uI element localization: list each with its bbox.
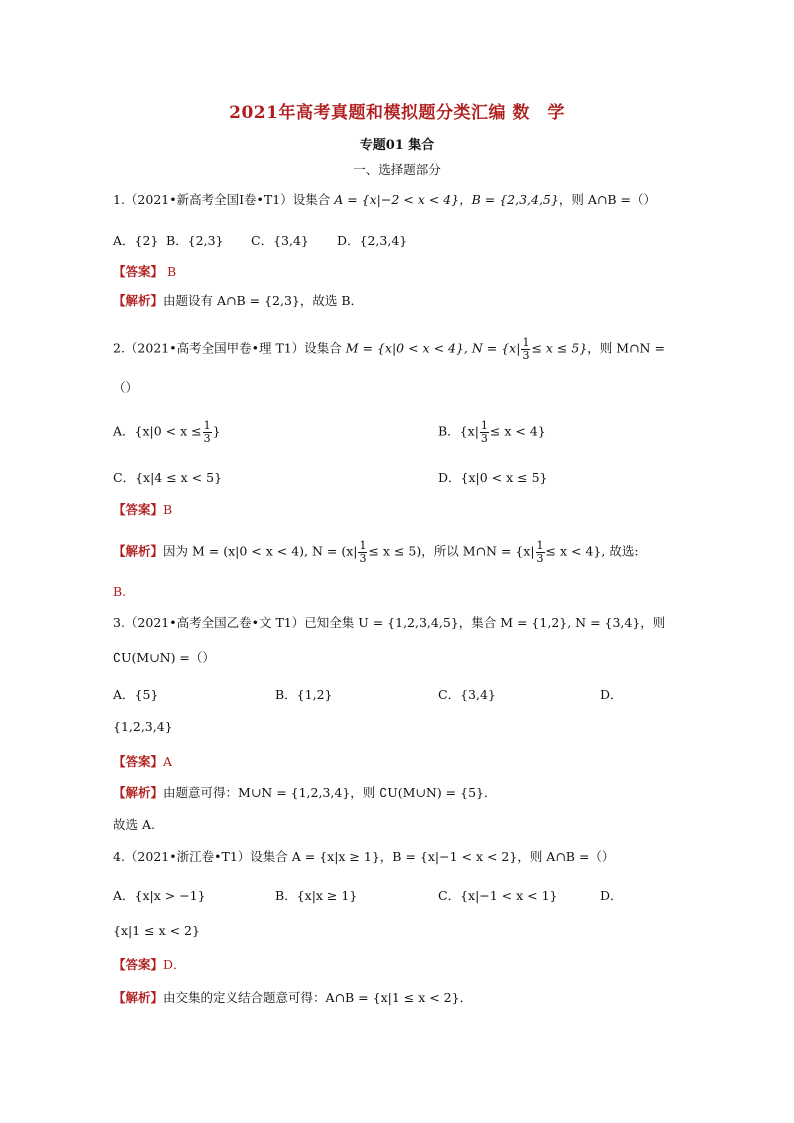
q1-analysis: 【解析】由题设有 A∩B = {2,3}，故选 B． — [113, 293, 364, 308]
q4-option-d: D． — [600, 888, 623, 903]
q2-analysis: 【解析】因为 M = (x|0 < x < 4), N = (x| $\frac{1}{3}$ ≤ x ≤ 5)，所以 M∩N = {x| $\frac{1}{3}$ ≤ x < 4}, 故选: — [113, 539, 639, 565]
q4-option-b: B．{x|x ≥ 1} — [275, 888, 358, 903]
q4-stem: 4.（2021•浙江卷•T1）设集合 A = {x|x ≥ 1}，B = {x|−1 < x < 2}，则 A∩B =（） — [113, 849, 615, 864]
q3-analysis: 【解析】由题意可得：M∪N = {1,2,3,4}，则 ∁U(M∪N) = {5}． — [113, 785, 497, 800]
q1-stem: 1.（2021•新高考全国Ⅰ卷•T1）设集合 A = {x|−2 < x < 4}，B = {2,3,4,5}，则 A∩B =（） — [113, 192, 656, 207]
q3-option-c: C．{3,4} — [438, 687, 496, 702]
q1-option-d: D．{2,3,4} — [337, 233, 408, 248]
q3-option-b: B．{1,2} — [275, 687, 333, 702]
q2-answer: 【答案】B — [113, 502, 173, 517]
q3-option-a: A．{5} — [113, 687, 159, 702]
q4-option-a: A．{x|x > −1} — [113, 888, 206, 903]
q3-stem: 3.（2021•高考全国乙卷•文 T1）已知全集 U = {1,2,3,4,5}，集合 M = {1,2}, N = {3,4}，则 — [113, 615, 666, 630]
q3-option-d: D． — [600, 687, 623, 702]
q2-stem: 2.（2021•高考全国甲卷•理 T1）设集合 M = {x|0 < x < 4}, N = {x| $\frac{1}{3}$ ≤ x ≤ 5}，则 M∩N = — [113, 336, 665, 362]
q3-stem-cont: ∁U(M∪N) =（） — [113, 650, 215, 665]
q2-option-d: D．{x|0 < x ≤ 5} — [438, 470, 548, 485]
q1-option-b: B．{2,3} — [166, 233, 224, 248]
q1-option-a: A．{2} — [113, 233, 159, 248]
q3-option-d-cont: {1,2,3,4} — [113, 719, 173, 734]
q1-option-c: C．{3,4} — [251, 233, 309, 248]
q2-fraction: $\frac{1}{3}$ — [522, 336, 530, 362]
section-heading: 一、选择题部分 — [353, 162, 441, 177]
q2-option-c: C．{x|4 ≤ x < 5} — [113, 470, 223, 485]
q1-answer: 【答案】 B — [113, 264, 177, 279]
q4-option-d-cont: {x|1 ≤ x < 2} — [113, 923, 200, 938]
document-title: 2021年高考真题和模拟题分类汇编 数 学 — [229, 103, 565, 123]
q4-analysis: 【解析】由交集的定义结合题意可得：A∩B = {x|1 ≤ x < 2}． — [113, 990, 473, 1005]
q4-option-c: C．{x|−1 < x < 1} — [438, 888, 558, 903]
q3-answer: 【答案】A — [113, 754, 173, 769]
q4-answer: 【答案】D． — [113, 957, 186, 972]
q2-stem-cont: （） — [113, 380, 139, 395]
q3-analysis-cont: 故选 A. — [113, 817, 155, 832]
document-subtitle: 专题01 集合 — [359, 138, 435, 153]
q2-option-a: A．{x|0 < x ≤ $\frac{1}{3}$ } — [113, 419, 221, 445]
q2-option-b: B．{x| $\frac{1}{3}$ ≤ x < 4} — [438, 419, 546, 445]
q2-analysis-cont: B. — [113, 584, 127, 599]
